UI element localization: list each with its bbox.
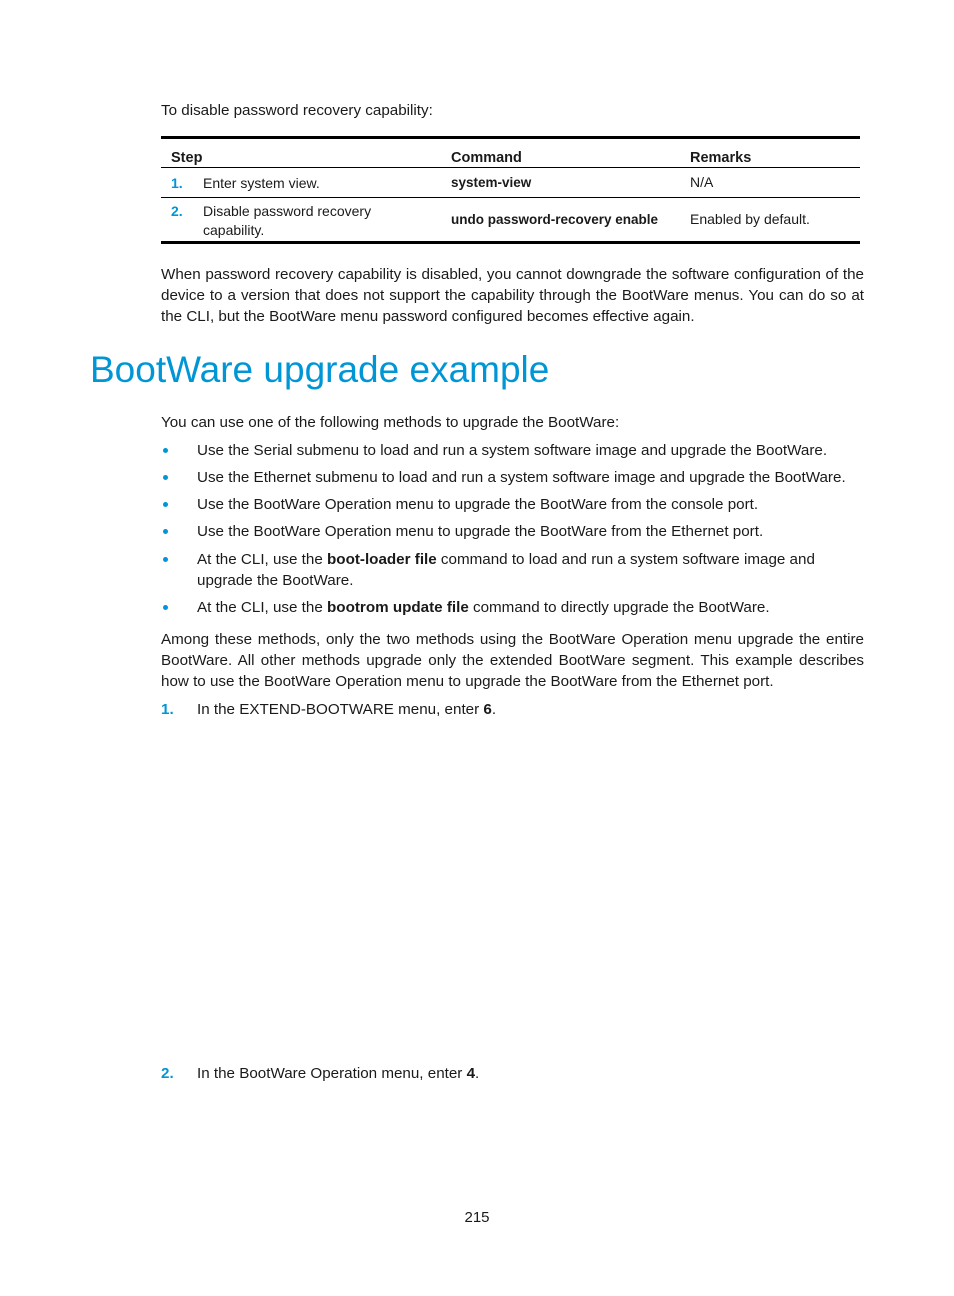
bullet-icon (163, 605, 168, 610)
steps-table (161, 136, 860, 244)
procedure-step: 1. In the EXTEND-BOOTWARE menu, enter 6. (161, 701, 497, 718)
table-row (161, 198, 860, 243)
list-item: Use the BootWare Operation menu to upgrade the BootWare from the console port. (161, 494, 864, 515)
section-heading: BootWare upgrade example (90, 349, 550, 390)
table-header-row (161, 138, 860, 168)
methods-list (161, 440, 864, 618)
remarks-cell: N/A (690, 174, 714, 190)
methods-intro: You can use one of the following methods to upgrade the BootWare: (161, 414, 620, 431)
command-keyword: boot-loader file (327, 551, 437, 568)
list-item: At the CLI, use the bootrom update file command to directly upgrade the BootWare. (161, 597, 864, 618)
header-step: Step (171, 149, 203, 166)
bullet-icon (163, 448, 168, 453)
paragraph-password-recovery: When password recovery capability is disabled, you cannot downgrade the software configuration of the device to a version that does not support the capability through the BootWare menus. You can do so at the CLI, but the BootWare menu password configured becomes effective again. (161, 266, 864, 325)
table-row (161, 168, 860, 198)
header-command: Command (451, 149, 522, 166)
list-item: Use the Ethernet submenu to load and run a system software image and upgrade the BootWare. (161, 467, 864, 488)
step-number: 1. (161, 701, 174, 718)
bullet-icon (163, 529, 168, 534)
list-item: Use the Serial submenu to load and run a system software image and upgrade the BootWare. (161, 440, 864, 461)
page-number: 215 (464, 1209, 490, 1226)
bullet-icon (163, 475, 168, 480)
remarks-cell: Enabled by default. (690, 211, 810, 227)
step-cell (161, 198, 451, 243)
step-number: 2. (161, 1065, 174, 1082)
password-recovery-table (161, 136, 860, 244)
step-cell (161, 168, 451, 198)
step-text: Disable password recovery capability. (203, 202, 372, 238)
step-text: Enter system view. (203, 175, 320, 191)
step-number: 1. (171, 175, 183, 191)
menu-option: 6 (483, 701, 492, 718)
list-item: Use the BootWare Operation menu to upgrade the BootWare from the Ethernet port. (161, 521, 864, 542)
paragraph-methods: Among these methods, only the two methods using the BootWare Operation menu upgrade the entire BootWare. All other methods upgrade only the extended BootWare segment. This example describes how to use the BootWare Operation menu to upgrade the BootWare from the Ethernet port. (161, 631, 864, 690)
procedure-step: 2. In the BootWare Operation menu, enter 4. (161, 1065, 480, 1082)
header-remarks: Remarks (690, 149, 752, 166)
menu-option: 4 (466, 1065, 476, 1082)
list-item: At the CLI, use the boot-loader file command to load and run a system software image and upgrade the BootWare. (161, 549, 864, 591)
bullet-icon (163, 557, 168, 562)
command-cell: system-view (451, 175, 532, 190)
command-cell: undo password-recovery enable (451, 212, 659, 227)
bullet-icon (163, 502, 168, 507)
step-number: 2. (171, 202, 183, 219)
command-keyword: bootrom update file (327, 599, 469, 616)
table-intro: To disable password recovery capability: (161, 102, 433, 119)
